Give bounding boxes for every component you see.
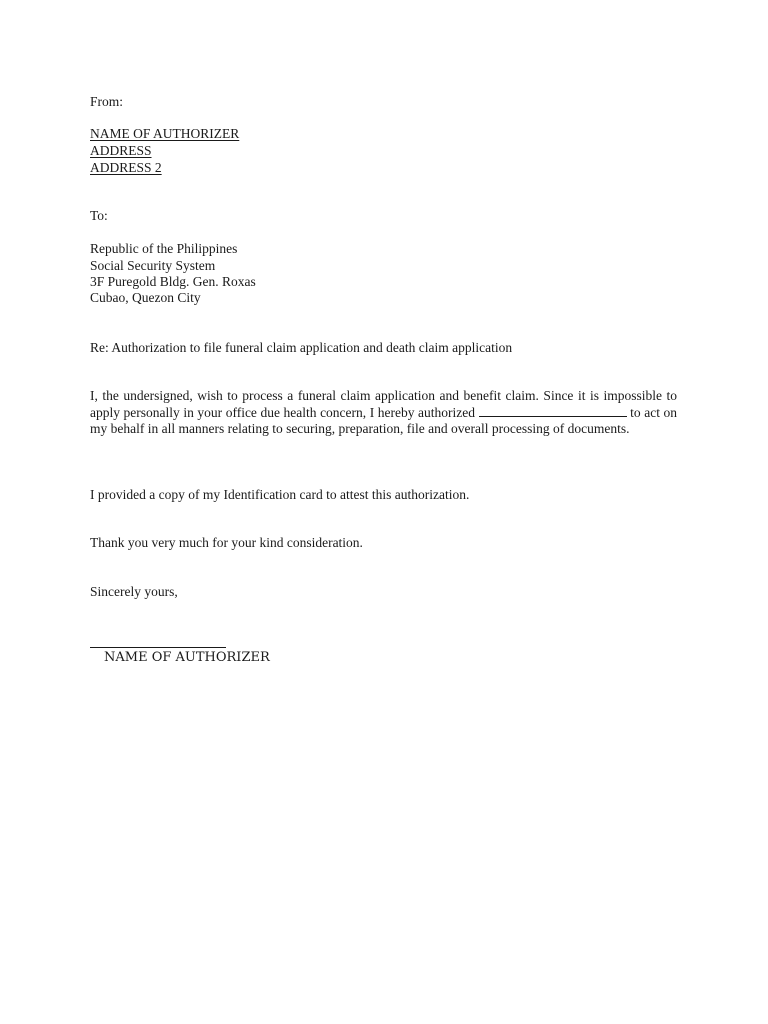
sender-address: ADDRESS bbox=[90, 143, 152, 158]
closing: Sincerely yours, bbox=[90, 584, 178, 599]
body-paragraph-1-end: to act on my behalf in all manners relating to securing, preparation, file and overall processing of documents. bbox=[90, 404, 678, 436]
from-label: From: bbox=[90, 94, 124, 109]
to-label: To: bbox=[90, 208, 108, 223]
sender-name: NAME OF AUTHORIZER bbox=[90, 126, 240, 141]
body-paragraph-3: Thank you very much for your kind consideration. bbox=[90, 535, 363, 550]
body-paragraph-1 bbox=[90, 388, 677, 438]
body-paragraph-2: I provided a copy of my Identification card to attest this authorization. bbox=[90, 487, 470, 502]
recipient-line-4: Cubao, Quezon City bbox=[90, 290, 201, 305]
sender-address-2: ADDRESS 2 bbox=[90, 160, 162, 175]
recipient-line-3: 3F Puregold Bldg. Gen. Roxas bbox=[90, 274, 256, 289]
signature-line bbox=[90, 647, 226, 648]
authorized-person-blank bbox=[479, 405, 627, 417]
recipient-line-1: Republic of the Philippines bbox=[90, 241, 238, 256]
signature-name: NAME OF AUTHORIZER bbox=[104, 650, 270, 665]
subject-line: Re: Authorization to file funeral claim application and death claim application bbox=[90, 340, 513, 355]
recipient-line-2: Social Security System bbox=[90, 258, 216, 273]
body-paragraph-1-start: I, the undersigned, wish to process a funeral claim application and benefit claim. Since it is impossible to apply personally in your office due health concern, I hereby authorized bbox=[90, 388, 677, 420]
